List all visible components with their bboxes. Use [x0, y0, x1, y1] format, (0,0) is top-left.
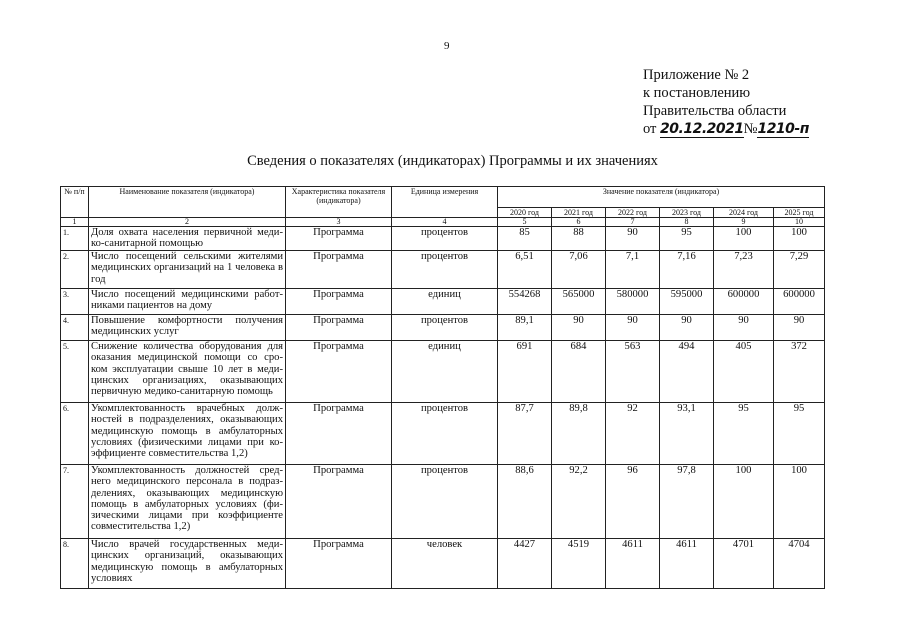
- row-value: 6,51: [498, 251, 552, 289]
- row-value: 90: [660, 315, 714, 341]
- table-row: [61, 289, 825, 315]
- column-number: 10: [774, 218, 825, 227]
- header-year: 2021 год: [552, 208, 606, 218]
- row-value: 563: [606, 341, 660, 403]
- appendix-block: [643, 66, 809, 138]
- row-value: 405: [714, 341, 774, 403]
- column-number: 4: [392, 218, 498, 227]
- row-value: 4611: [606, 539, 660, 589]
- row-value: 90: [552, 315, 606, 341]
- row-value: 580000: [606, 289, 660, 315]
- header-values: Значение показателя (индикатора): [498, 187, 825, 208]
- row-unit: единиц: [392, 341, 498, 403]
- row-characteristic: Программа: [286, 465, 392, 539]
- header-name: Наименование показателя (индикатора): [89, 187, 286, 218]
- row-num: 5.: [61, 341, 89, 403]
- row-num: 1.: [61, 227, 89, 251]
- header-year: 2023 год: [660, 208, 714, 218]
- row-num: 8.: [61, 539, 89, 589]
- row-name: Укомплектованность должностей сред-него медицинского персонала в подраз-делениях, оказывающих медицинскую помощь в амбулаторных условиях (фи-зическими лицами при коэффициенте совместительства 1,2): [89, 465, 286, 539]
- row-name: Число посещений медицинскими работ-никами пациентов на дому: [89, 289, 286, 315]
- row-name: Повышение комфортности получения медицинских услуг: [89, 315, 286, 341]
- table-header-row: [61, 187, 825, 208]
- row-value: 100: [774, 465, 825, 539]
- row-value: 4427: [498, 539, 552, 589]
- row-characteristic: Программа: [286, 403, 392, 465]
- row-value: 95: [774, 403, 825, 465]
- row-unit: человек: [392, 539, 498, 589]
- handwritten-date: 20.12.2021: [660, 121, 744, 137]
- row-num: 4.: [61, 315, 89, 341]
- row-value: 87,7: [498, 403, 552, 465]
- row-characteristic: Программа: [286, 539, 392, 589]
- appendix-date-line: [643, 120, 809, 138]
- row-value: 494: [660, 341, 714, 403]
- row-value: 96: [606, 465, 660, 539]
- row-value: 93,1: [660, 403, 714, 465]
- header-characteristic: Характеристика показателя (индикатора): [286, 187, 392, 218]
- column-number: 9: [714, 218, 774, 227]
- row-num: 7.: [61, 465, 89, 539]
- header-num: № п/п: [61, 187, 89, 218]
- header-year: 2020 год: [498, 208, 552, 218]
- column-number: 7: [606, 218, 660, 227]
- indicators-table: [60, 186, 825, 589]
- handwritten-number: 1210-п: [757, 121, 809, 137]
- row-value: 90: [606, 315, 660, 341]
- column-number: 5: [498, 218, 552, 227]
- row-characteristic: Программа: [286, 315, 392, 341]
- row-num: 3.: [61, 289, 89, 315]
- row-unit: единиц: [392, 289, 498, 315]
- row-name: Укомплектованность врачебных долж-ностей в подразделениях, оказывающих медицинскую помощь в амбулаторных условиях (физическими лицами при ко-эффициенте совместительства 1,2): [89, 403, 286, 465]
- row-characteristic: Программа: [286, 251, 392, 289]
- row-value: 100: [774, 227, 825, 251]
- table-row: [61, 465, 825, 539]
- row-num: 6.: [61, 403, 89, 465]
- row-value: 4701: [714, 539, 774, 589]
- column-numbers-row: [61, 218, 825, 227]
- row-value: 88: [552, 227, 606, 251]
- document-title: Сведения о показателях (индикаторах) Программы и их значениях: [247, 153, 658, 169]
- column-number: 2: [89, 218, 286, 227]
- row-value: 89,1: [498, 315, 552, 341]
- row-value: 691: [498, 341, 552, 403]
- row-value: 7,1: [606, 251, 660, 289]
- row-unit: процентов: [392, 465, 498, 539]
- row-characteristic: Программа: [286, 227, 392, 251]
- row-value: 684: [552, 341, 606, 403]
- table-row: [61, 251, 825, 289]
- row-value: 92: [606, 403, 660, 465]
- row-value: 372: [774, 341, 825, 403]
- row-characteristic: Программа: [286, 289, 392, 315]
- appendix-line: Правительства области: [643, 103, 787, 119]
- header-unit: Единица измерения: [392, 187, 498, 218]
- row-value: 4704: [774, 539, 825, 589]
- row-value: 95: [714, 403, 774, 465]
- row-value: 85: [498, 227, 552, 251]
- row-value: 92,2: [552, 465, 606, 539]
- row-unit: процентов: [392, 227, 498, 251]
- row-value: 554268: [498, 289, 552, 315]
- header-year: 2024 год: [714, 208, 774, 218]
- row-name: Снижение количества оборудования для оказания медицинской помощи со сро-ком эксплуатации свыше 10 лет в меди-цинских организациях, оказывающих первичную медико-санитарную помощь: [89, 341, 286, 403]
- row-value: 4519: [552, 539, 606, 589]
- appendix-line: Приложение № 2: [643, 67, 750, 83]
- table-row: [61, 341, 825, 403]
- row-unit: процентов: [392, 403, 498, 465]
- row-name: Число посещений сельскими жителями медицинских организаций на 1 человека в год: [89, 251, 286, 289]
- table-row: [61, 315, 825, 341]
- row-value: 600000: [774, 289, 825, 315]
- row-value: 97,8: [660, 465, 714, 539]
- row-value: 88,6: [498, 465, 552, 539]
- row-value: 7,29: [774, 251, 825, 289]
- row-characteristic: Программа: [286, 341, 392, 403]
- row-value: 7,23: [714, 251, 774, 289]
- column-number: 3: [286, 218, 392, 227]
- row-value: 90: [606, 227, 660, 251]
- row-value: 600000: [714, 289, 774, 315]
- row-value: 7,16: [660, 251, 714, 289]
- row-value: 4611: [660, 539, 714, 589]
- column-number: 1: [61, 218, 89, 227]
- table-row: [61, 227, 825, 251]
- row-value: 100: [714, 465, 774, 539]
- row-unit: процентов: [392, 251, 498, 289]
- date-prefix: от: [643, 121, 657, 137]
- header-year: 2025 год: [774, 208, 825, 218]
- row-value: 89,8: [552, 403, 606, 465]
- row-name: Доля охвата населения первичной меди-ко-санитарной помощью: [89, 227, 286, 251]
- page-number: 9: [444, 40, 450, 52]
- row-value: 565000: [552, 289, 606, 315]
- appendix-line: к постановлению: [643, 85, 751, 101]
- row-value: 90: [774, 315, 825, 341]
- row-value: 595000: [660, 289, 714, 315]
- row-num: 2.: [61, 251, 89, 289]
- row-value: 100: [714, 227, 774, 251]
- table-row: [61, 539, 825, 589]
- number-sign: №: [743, 121, 758, 137]
- header-year: 2022 год: [606, 208, 660, 218]
- row-unit: процентов: [392, 315, 498, 341]
- column-number: 6: [552, 218, 606, 227]
- row-value: 7,06: [552, 251, 606, 289]
- row-value: 95: [660, 227, 714, 251]
- column-number: 8: [660, 218, 714, 227]
- table-row: [61, 403, 825, 465]
- row-name: Число врачей государственных меди-цинских организаций, оказывающих медицинскую помощь в амбулаторных условиях: [89, 539, 286, 589]
- row-value: 90: [714, 315, 774, 341]
